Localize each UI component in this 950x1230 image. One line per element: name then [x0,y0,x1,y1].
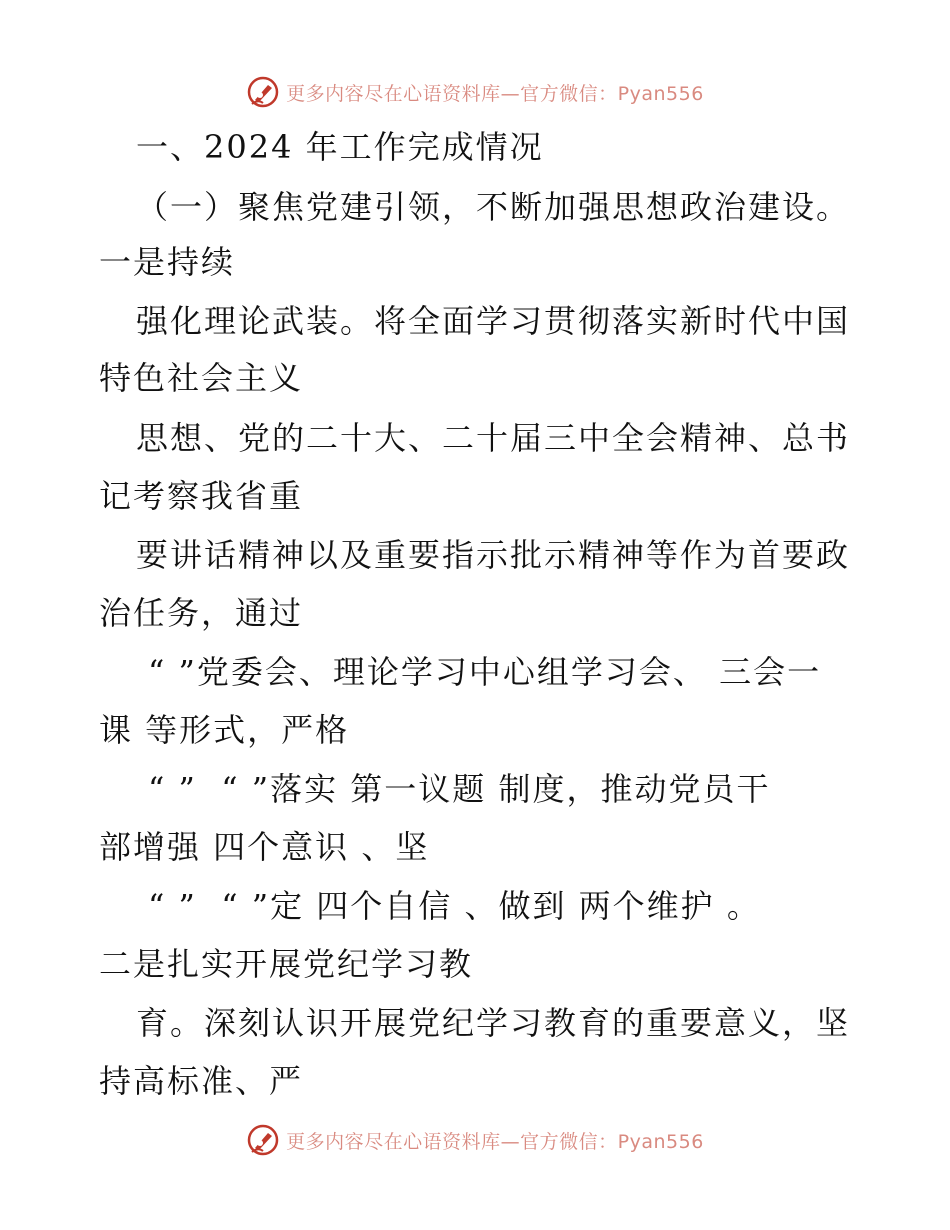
body-line: 记考察我省重 [99,477,304,515]
watermark-text: 更多内容尽在心语资料库—官方微信：Pyan556 [286,1130,704,1153]
watermark-text: 更多内容尽在心语资料库—官方微信：Pyan556 [286,82,704,105]
body-line: 部增强 四个意识 、坚 [99,828,430,866]
body-line: 课 等形式，严格 [99,711,350,749]
header-watermark-banner [0,72,950,112]
pen-logo-icon [246,1123,280,1157]
body-line: 要讲话精神以及重要指示批示精神等作为首要政 [136,536,851,574]
section-heading: 一、2024 年工作完成情况 [136,128,544,166]
pen-logo-icon [246,75,280,109]
body-line: 治任务，通过 [99,594,304,632]
body-line: 持高标准、严 [99,1062,304,1100]
body-line: 二是扎实开展党纪学习教 [99,945,474,983]
footer-watermark-banner [0,1120,950,1160]
subsection-heading: （一）聚焦党建引领，不断加强思想政治建设。 [136,188,851,226]
body-line: 强化理论武装。将全面学习贯彻落实新时代中国 [136,302,851,340]
body-line: “ ” “ ”定 四个自信 、做到 两个维护 。 [148,887,761,925]
body-line: 思想、党的二十大、二十届三中全会精神、总书 [136,419,851,457]
body-line: “ ”党委会、理论学习中心组学习会、 三会一 [148,653,822,691]
body-line: 一是持续 [99,243,236,281]
body-line: 特色社会主义 [99,359,304,397]
body-line: 育。深刻认识开展党纪学习教育的重要意义，坚 [136,1004,851,1042]
body-line: “ ” “ ”落实 第一议题 制度，推动党员干 [148,770,771,808]
